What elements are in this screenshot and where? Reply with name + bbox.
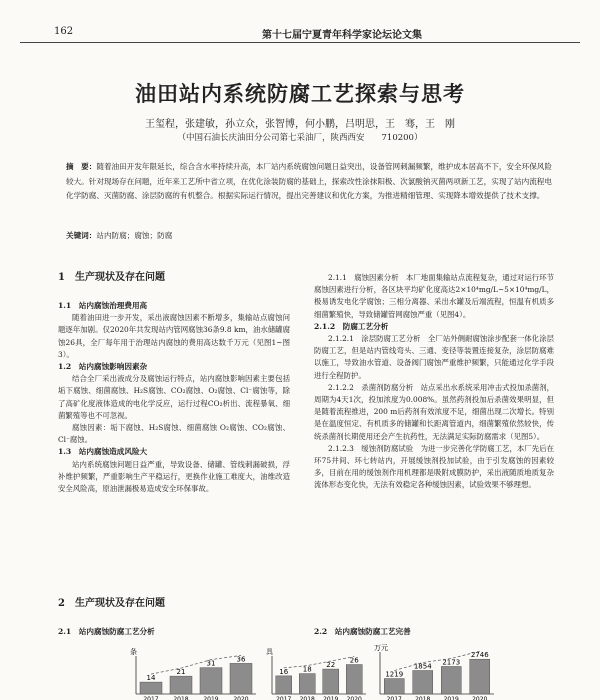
journal-title: 第十七届宁夏青年科学家论坛论文集 bbox=[262, 30, 422, 41]
header-rule bbox=[20, 42, 580, 43]
section-1-heading: 1 生产现状及存在问题 bbox=[58, 272, 165, 283]
left-column-body-1 bbox=[58, 300, 290, 495]
page-number: 162 bbox=[54, 26, 74, 37]
section-1-3-text: 站内系统腐蚀问题日益严重，导致设备、储罐、管线刺漏破损，浮补维护频繁，严重影响生产平稳运行，更换作业施工难度大，油维改造安全风险高，原油泄漏极易造成安全环保事故。 bbox=[58, 459, 290, 494]
bar bbox=[323, 669, 339, 694]
bar bbox=[384, 679, 404, 694]
tank-corrosion-chart bbox=[258, 642, 370, 700]
data-label: 22 bbox=[326, 661, 336, 670]
keywords-label: 关键词： bbox=[66, 231, 97, 240]
data-label: 26 bbox=[349, 656, 359, 665]
data-label: 14 bbox=[146, 674, 156, 683]
keywords-text: 站内防腐；腐蚀；防腐 bbox=[96, 231, 173, 240]
bar bbox=[200, 668, 222, 694]
y-axis-label: 万元 bbox=[374, 644, 388, 652]
y-axis-label: 具 bbox=[266, 648, 273, 656]
pipeline-corrosion-chart bbox=[110, 642, 266, 700]
section-2-1-2-heading: 2.1.2 防腐工艺分析 bbox=[314, 321, 389, 331]
y-axis-label: 条 bbox=[130, 648, 137, 656]
section-2-1-1-text: 2.1.1 腐蚀因素分析 本厂地面集输站点流程复杂，通过对运行环节腐蚀因素进行分析，各区块平均矿化度高达2×10⁴mg/L~5×10⁴mg/L，极易诱发电化学腐蚀；三相分离器、采出水罐及后端流程，恒温有机质多细菌繁殖快，导致储罐管网腐蚀严重（见图4）。 bbox=[314, 273, 554, 319]
tick-label: 2017 bbox=[386, 696, 402, 700]
bar bbox=[299, 674, 315, 694]
trend-line bbox=[394, 651, 480, 670]
data-label: 16 bbox=[279, 667, 289, 676]
data-label: 1854 bbox=[413, 662, 432, 671]
bar bbox=[230, 663, 252, 694]
tick-label: 2020 bbox=[472, 696, 488, 700]
section-1-1-text: 随着油田进一步开发，采出液腐蚀因素不断增多，集输站点腐蚀问题逐年加剧。仅2020年共发现站内管网腐蚀36条9.8 km，油水储罐腐蚀26具，全厂每年用于治理站内腐蚀的费用高达数千万元（见图1~图3）。 bbox=[58, 313, 290, 359]
tick-label: 2018 bbox=[173, 696, 189, 700]
data-label: 2746 bbox=[470, 651, 489, 660]
data-label: 1219 bbox=[385, 670, 404, 679]
data-label: 36 bbox=[236, 655, 246, 664]
section-1-2-heading: 1.2 站内腐蚀影响因素杂 bbox=[58, 362, 148, 372]
section-1-1-heading: 1.1 站内腐蚀治理费用高 bbox=[58, 301, 148, 310]
right-column-body bbox=[314, 272, 554, 492]
bar bbox=[413, 671, 433, 694]
section-2-1-2-2-text: 2.1.2.2 杀菌剂防腐分析 站点采出水系统采用冲击式投加杀菌剂，周期为4天1次，投加浓度为0.008%。虽然药剂投加后杀菌效果明显，但是随着流程推进，200 m后药剂有效浓度不足，细菌出现二次增长。特别是在温度恒定、有机质多的储罐和长距离管道内，细菌繁殖依然较快，传统杀菌剂长期使用还会产生抗药性，无法满足实际防腐需求（见图5）。 bbox=[314, 382, 554, 441]
paper-title: 油田站内系统防腐工艺探索与思考 bbox=[135, 81, 465, 106]
section-2-heading: 2 生产现状及存在问题 bbox=[58, 598, 165, 609]
page-header bbox=[20, 26, 580, 40]
tick-label: 2020 bbox=[233, 696, 249, 700]
abstract-label: 摘 要： bbox=[66, 162, 97, 171]
tick-label: 2019 bbox=[443, 696, 459, 700]
section-2-1-heading: 2.1 站内腐蚀防腐工艺分析 bbox=[58, 627, 155, 636]
tick-label: 2018 bbox=[299, 696, 315, 700]
section-1-3-heading: 1.3 站内腐蚀造成风险大 bbox=[58, 447, 148, 457]
data-label: 18 bbox=[302, 665, 312, 674]
data-label: 31 bbox=[206, 659, 216, 668]
data-label: 21 bbox=[176, 668, 186, 677]
section-1-2-text-b: 腐蚀因素：垢下腐蚀、H₂S腐蚀、细菌腐蚀 O₂腐蚀、CO₂腐蚀、Cl⁻腐蚀。 bbox=[58, 423, 290, 445]
tick-label: 2017 bbox=[143, 696, 159, 700]
abstract-text: 随着油田开发年限延长，综合含水率持续升高，本厂站内系统腐蚀问题日益突出，设备管网刺漏频繁，维护成本居高不下，安全环保风险较大。针对现场存在问题，近年来工艺所中省立项，在优化涂装防腐的基础上，探索改性涂抹阳极、次氯酸钠灭菌两项新工艺，实现了站内流程电化学防腐、灭菌防腐、涂层防腐的有机整合。根据实际运行情况，提出完善建议和优化方案，为推进精细管理、实现降本增效提供了技术支撑。 bbox=[66, 162, 552, 201]
data-label: 2173 bbox=[442, 658, 461, 667]
corrosion-cost-chart bbox=[360, 642, 500, 700]
trend-line bbox=[284, 657, 355, 668]
section-2-2-heading: 2.2 站内腐蚀防腐工艺完善 bbox=[314, 627, 411, 636]
bar bbox=[276, 676, 292, 694]
tick-label: 2019 bbox=[323, 696, 339, 700]
bar bbox=[170, 676, 192, 694]
section-1-2-text: 结合全厂采出液成分及腐蚀运行特点，站内腐蚀影响因素主要包括垢下腐蚀、细菌腐蚀、H₂S腐蚀、CO₂腐蚀、O₂腐蚀、Cl⁻腐蚀等，除了高矿化度液体造成的电化学反应，运行过程CO₂析出、流程暴氧、细菌繁殖等也不可忽视。 bbox=[58, 374, 290, 420]
bar bbox=[140, 682, 162, 694]
tick-label: 2019 bbox=[203, 696, 219, 700]
tick-label: 2018 bbox=[415, 696, 431, 700]
section-2-1-2-3-text: 2.1.2.3 缓蚀剂防腐试验 为进一步完善化学防腐工艺，本厂先后在环75井间、环七转站内，开展缓蚀剂投加试验，由于引发腐蚀的因素较多，目前在用的缓蚀剂作用机理都是吸附成膜防护，采出液随质地质复杂流体形态变化快，无法有效稳定各种缓蚀因素，试验效果不够理想。 bbox=[314, 443, 554, 490]
tick-label: 2020 bbox=[346, 696, 362, 700]
bar bbox=[441, 666, 461, 694]
trend-line bbox=[151, 655, 241, 677]
abstract bbox=[66, 160, 552, 204]
keywords bbox=[66, 230, 172, 241]
tick-label: 2017 bbox=[276, 696, 292, 700]
bar bbox=[470, 659, 490, 694]
author-list: 王玺程，张建敏，孙立众，张智博，何小鹏，吕明思，王 骞，王 刚 bbox=[145, 119, 455, 130]
affiliation: （中国石油长庆油田分公司第七采油厂，陕西西安 710200） bbox=[177, 133, 423, 143]
section-2-1-2-1-text: 2.1.2.1 涂层防腐工艺分析 全厂站外侧耐腐蚀涂步配套一体化涂层防腐工艺，但是站内管线弯头、三通、变径等装置连接复杂，涂层防腐难以施工，导致油水管道、设备阀门腐蚀严重维护频繁，只能通过化学手段进行全程防护。 bbox=[314, 334, 554, 380]
